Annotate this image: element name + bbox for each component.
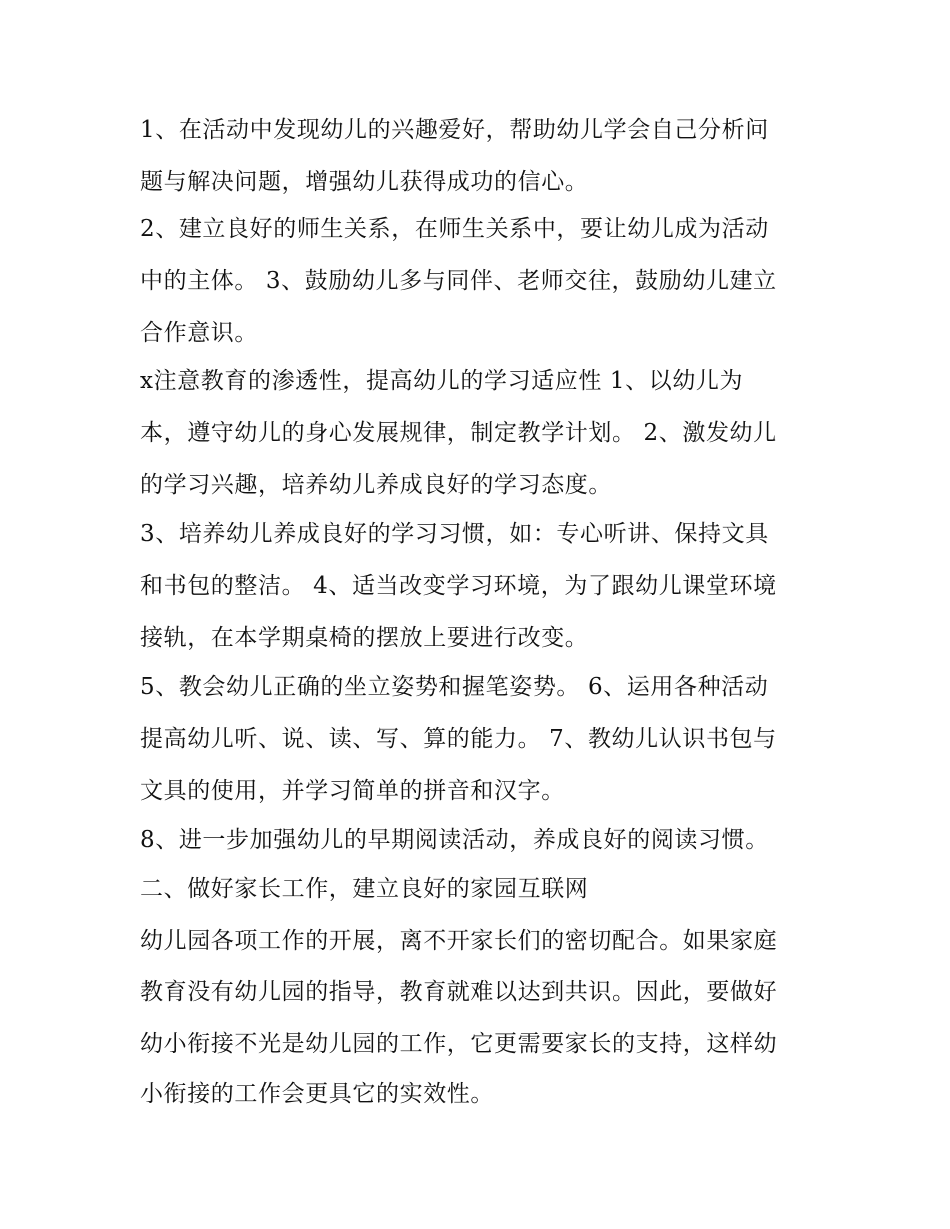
text-line: 中的主体。 3、鼓励幼儿多与同伴、老师交往，鼓励幼儿建立	[140, 268, 777, 294]
text-line: 文具的使用，并学习简单的拼音和汉字。	[140, 778, 565, 804]
text-line: 5、教会幼儿正确的坐立姿势和握笔姿势。 6、运用各种活动	[140, 674, 769, 700]
text-line: 教育没有幼儿园的指导，教育就难以达到共识。因此，要做好	[140, 979, 778, 1005]
text-line: 接轨，在本学期桌椅的摆放上要进行改变。	[140, 625, 589, 651]
text-line: 小衔接的工作会更具它的实效性。	[140, 1081, 494, 1107]
text-line: 2、建立良好的师生关系，在师生关系中，要让幼儿成为活动	[140, 216, 769, 242]
text-line: 8、进一步加强幼儿的早期阅读活动，养成良好的阅读习惯。	[140, 827, 769, 853]
text-line: 题与解决问题，增强幼儿获得成功的信心。	[140, 169, 589, 195]
text-line: 提高幼儿听、说、读、写、算的能力。 7、教幼儿认识书包与	[140, 726, 777, 752]
text-line: 合作意识。	[140, 320, 258, 346]
text-line: 的学习兴趣，培养幼儿养成良好的学习态度。	[140, 472, 612, 498]
text-line: 和书包的整洁。 4、适当改变学习环境，为了跟幼儿课堂环境	[140, 573, 777, 599]
text-line: 本，遵守幼儿的身心发展规律，制定教学计划。 2、激发幼儿	[140, 420, 777, 446]
text-line: 幼小衔接不光是幼儿园的工作，它更需要家长的支持，这样幼	[140, 1031, 778, 1057]
text-line: 3、培养幼儿养成良好的学习习惯，如：专心听讲、保持文具	[140, 521, 769, 547]
text-line: 1、在活动中发现幼儿的兴趣爱好，帮助幼儿学会自己分析问	[140, 117, 769, 143]
text-line: x注意教育的渗透性，提高幼儿的学习适应性 1、以幼儿为	[140, 368, 744, 394]
section-heading: 二、做好家长工作，建立良好的家园互联网	[140, 876, 589, 902]
text-line: 幼儿园各项工作的开展，离不开家长们的密切配合。如果家庭	[140, 928, 778, 954]
